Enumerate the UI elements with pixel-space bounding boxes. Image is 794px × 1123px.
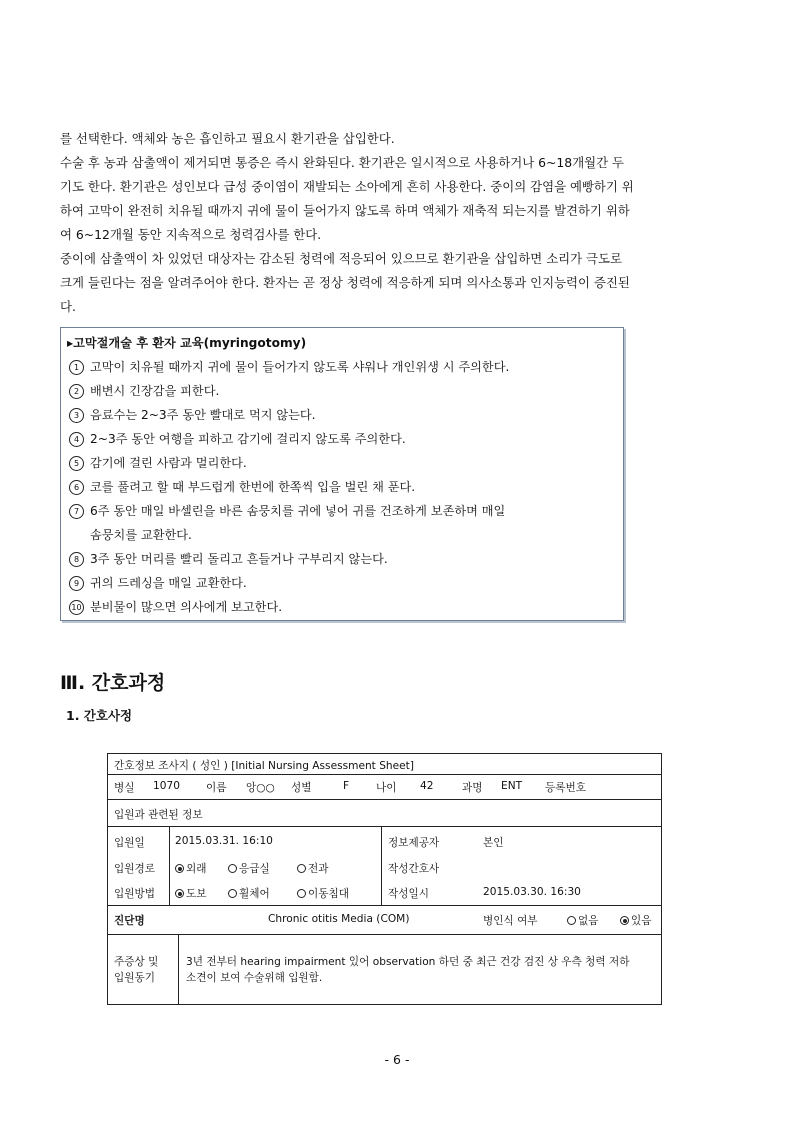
item-text: 2~3주 동안 여행을 피하고 감기에 걸리지 않도록 주의한다. — [90, 432, 406, 446]
number-badge: 1 — [69, 360, 84, 375]
age-label: 나이 — [376, 782, 397, 794]
number-badge: 5 — [69, 456, 84, 471]
radio-selected-icon — [175, 889, 184, 898]
list-item — [69, 478, 415, 495]
name-label: 이름 — [206, 782, 227, 794]
list-item — [69, 502, 505, 519]
patient-info-row — [108, 775, 661, 800]
name-value: 앙○○ — [246, 782, 275, 794]
list-item — [69, 358, 509, 375]
text-line: 중이에 삼출액이 차 있었던 대상자는 감소된 청력에 적응되어 있으므로 환기관을 삽입하면 소리가 극도로 — [60, 251, 622, 266]
list-item — [69, 574, 247, 591]
item-text: 귀의 드레싱을 매일 교환한다. — [90, 576, 247, 590]
method-option-walk[interactable]: 도보 — [175, 886, 206, 901]
radio-selected-icon — [620, 916, 629, 925]
sex-label: 성별 — [291, 782, 312, 794]
nursing-assessment-form — [107, 753, 662, 1005]
paragraph-3 — [60, 247, 734, 319]
list-item — [69, 430, 406, 447]
room-label: 병실 — [114, 782, 135, 794]
admission-section-title: 입원과 관련된 정보 — [114, 809, 203, 821]
admission-section-row — [108, 800, 661, 827]
radio-empty-icon — [297, 889, 306, 898]
form-title-row — [108, 754, 661, 775]
provider-label: 정보제공자 — [388, 837, 440, 849]
awareness-option-no[interactable]: 없음 — [567, 913, 598, 928]
dept-value: ENT — [501, 780, 523, 792]
chief-complaint-text: 3년 전부터 hearing impairment 있어 observation 하던 중 최근 건강 검진 상 우측 청력 저하 — [186, 956, 630, 968]
text-line: 크게 들린다는 점을 알려주어야 한다. 환자는 곧 정상 청력에 적응하게 되며 의사소통과 인지능력이 증진된 — [60, 275, 630, 290]
subsection-heading: 1. 간호사정 — [66, 708, 133, 723]
provider-value: 본인 — [483, 837, 504, 849]
diagnosis-label: 진단명 — [114, 915, 145, 927]
route-option-outpatient[interactable]: 외래 — [175, 861, 206, 876]
diagnosis-value: Chronic otitis Media (COM) — [268, 913, 410, 925]
box-title: ▸고막절개술 후 환자 교육(myringotomy) — [67, 336, 307, 350]
number-badge: 2 — [69, 384, 84, 399]
list-item — [69, 550, 388, 567]
number-badge: 9 — [69, 576, 84, 591]
number-badge: 4 — [69, 432, 84, 447]
text-line: 여 6~12개월 동안 지속적으로 청력검사를 한다. — [60, 227, 322, 242]
route-label: 입원경로 — [114, 863, 155, 875]
list-item — [69, 406, 316, 423]
radio-empty-icon — [297, 864, 306, 873]
chief-complaint-label: 주증상 및 — [114, 956, 159, 968]
paragraph-1 — [60, 127, 734, 151]
number-badge: 8 — [69, 552, 84, 567]
radio-empty-icon — [228, 889, 237, 898]
list-item — [69, 382, 219, 399]
item-text: 음료수는 2~3주 동안 빨대로 먹지 않는다. — [90, 408, 316, 422]
form-title: 간호정보 조사지 ( 성인 ) [Initial Nursing Assessment Sheet] — [114, 760, 414, 772]
number-badge: 10 — [69, 600, 84, 615]
sex-value: F — [343, 780, 350, 792]
item-text: 솜뭉치를 교환한다. — [90, 528, 192, 542]
text-line: 다. — [60, 299, 76, 314]
chief-complaint-text: 소견이 보여 수술위해 입원함. — [186, 972, 323, 984]
chief-complaint-row — [108, 935, 661, 1004]
registration-label: 등록번호 — [545, 782, 586, 794]
list-item — [69, 598, 282, 615]
paragraph-2 — [60, 151, 734, 247]
method-label: 입원방법 — [114, 888, 155, 900]
route-option-transfer[interactable]: 전과 — [297, 861, 328, 876]
page-number: - 6 - — [384, 1052, 410, 1067]
text-line: 수술 후 농과 삼출액이 제거되면 통증은 즉시 완화된다. 환기관은 일시적으로 사용하거나 6~18개월간 두 — [60, 155, 625, 170]
text-line: 기도 한다. 환기관은 성인보다 급성 중이염이 재발되는 소아에게 흔히 사용한다. 중이의 감염을 예빵하기 위 — [60, 179, 634, 194]
number-badge: 3 — [69, 408, 84, 423]
item-text: 3주 동안 머리를 빨리 돌리고 흔들거나 구부리지 않는다. — [90, 552, 388, 566]
item-text: 고막이 치유될 때까지 귀에 물이 들어가지 않도록 샤워나 개인위생 시 주의한다. — [90, 360, 510, 374]
awareness-label: 병인식 여부 — [483, 915, 538, 927]
written-value: 2015.03.30. 16:30 — [483, 886, 581, 898]
text-line: 하여 고막이 완전히 치유될 때까지 귀에 물이 들어가지 않도록 하며 액체가 재축적 되는지를 발견하기 위하 — [60, 203, 630, 218]
dept-label: 과명 — [462, 782, 483, 794]
route-option-emergency[interactable]: 응급실 — [228, 861, 270, 876]
item-text: 6주 동안 매일 바셀린을 바른 솜뭉치를 귀에 넣어 귀를 건조하게 보존하며 매일 — [90, 504, 506, 518]
writer-label: 작성간호사 — [388, 863, 440, 875]
method-option-stretcher[interactable]: 이동침대 — [297, 886, 349, 901]
written-label: 작성일시 — [388, 888, 429, 900]
age-value: 42 — [420, 780, 434, 792]
number-badge: 7 — [69, 504, 84, 519]
room-value: 1070 — [153, 780, 180, 792]
admission-reason-label: 입원동기 — [114, 972, 155, 984]
number-badge: 6 — [69, 480, 84, 495]
item-text: 코를 풀려고 할 때 부드럽게 한번에 한쪽씩 입을 벌린 채 푼다. — [90, 480, 416, 494]
item-text: 배변시 긴장감을 피한다. — [90, 384, 220, 398]
item-text: 감기에 걸린 사람과 멀리한다. — [90, 456, 247, 470]
method-option-wheelchair[interactable]: 휠체어 — [228, 886, 270, 901]
list-item — [69, 454, 247, 471]
text-line: 를 선택한다. 액체와 농은 흡인하고 필요시 환기관을 삽입한다. — [60, 131, 395, 146]
list-item-continued — [90, 526, 192, 543]
admit-date-label: 입원일 — [114, 837, 145, 849]
radio-empty-icon — [567, 916, 576, 925]
diagnosis-row — [108, 906, 661, 935]
awareness-option-yes[interactable]: 있음 — [620, 913, 651, 928]
patient-education-box — [60, 327, 624, 621]
admission-info-block — [108, 827, 661, 906]
admit-date-value: 2015.03.31. 16:10 — [175, 835, 273, 847]
radio-selected-icon — [175, 864, 184, 873]
item-text: 분비물이 많으면 의사에게 보고한다. — [90, 600, 283, 614]
radio-empty-icon — [228, 864, 237, 873]
section-heading: Ⅲ. 간호과정 — [60, 672, 166, 694]
